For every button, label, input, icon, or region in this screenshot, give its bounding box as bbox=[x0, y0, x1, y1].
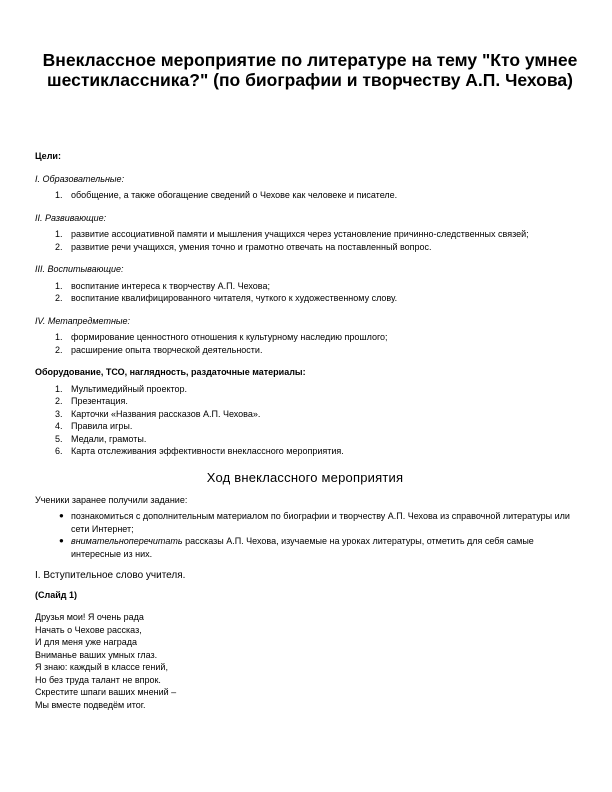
list-item: 1. развитие ассоциативной памяти и мышления учащихся через установление причинно-следственных связей; bbox=[55, 229, 529, 239]
list-item: 5. Медали, грамоты. bbox=[55, 433, 147, 444]
list-item: 1. Мультимедийный проектор. bbox=[55, 383, 188, 394]
goals-section-label: III. Воспитывающие: bbox=[35, 264, 124, 274]
poem-line: Друзья мои! Я очень рада bbox=[35, 612, 144, 622]
task-list bbox=[35, 510, 575, 560]
slide-label: (Слайд 1) bbox=[35, 589, 77, 600]
document-body bbox=[35, 150, 575, 711]
list-item: 6. Карта отслеживания эффективности внеклассного мероприятия. bbox=[55, 446, 344, 456]
poem-line: Мы вместе подведём итог. bbox=[35, 699, 146, 710]
part-one-label: I. Вступительное слово учителя. bbox=[35, 570, 186, 581]
poem-line: Скрестите шпаги ваших мнений – bbox=[35, 687, 177, 697]
equipment-list bbox=[35, 383, 575, 458]
list-item: 3. Карточки «Названия рассказов А.П. Чехова». bbox=[55, 408, 261, 419]
list-item: 1. обобщение, а также обогащение сведений о Чехове как человеке и писателе. bbox=[55, 190, 398, 200]
list-item: 2. развитие речи учащихся, умения точно и грамотно отвечать на поставленный вопрос. bbox=[55, 241, 432, 252]
goals-list bbox=[35, 331, 575, 356]
poem bbox=[35, 611, 575, 711]
list-item: ● познакомиться с дополнительным материалом по биографии и творчеству А.П. Чехова из справочной литературы или сети Интернет; bbox=[59, 511, 570, 534]
goals-list bbox=[35, 189, 575, 202]
poem-line: Начать о Чехове рассказ, bbox=[35, 624, 142, 635]
progress-heading: Ход внеклассного мероприятия bbox=[206, 469, 404, 485]
list-item: 2. воспитание квалифицированного читателя, чуткого к художественному слову. bbox=[55, 293, 398, 303]
goals-list bbox=[35, 228, 575, 253]
progress-intro: Ученики заранее получили задание: bbox=[35, 494, 188, 505]
poem-line: И для меня уже награда bbox=[35, 637, 138, 647]
list-item: ● внимательноперечитать рассказы А.П. Чехова, изучаемые на уроках литературы, отметить для себя самые интересные из них. bbox=[59, 536, 534, 559]
list-item: 1. воспитание интереса к творчеству А.П. Чехова; bbox=[55, 280, 270, 291]
goals-list bbox=[35, 280, 575, 305]
poem-line: Я знаю: каждый в классе гений, bbox=[35, 662, 168, 672]
list-item: 2. Презентация. bbox=[55, 396, 128, 406]
document-title: Внеклассное мероприятие по литературе на тему "Кто умнее шестиклассника?" (по биографии и творчеству А.П. Чехова) bbox=[42, 50, 578, 90]
poem-line: Вниманье ваших умных глаз. bbox=[35, 649, 158, 660]
list-item: 4. Правила игры. bbox=[55, 421, 133, 431]
goals-section-label: II. Развивающие: bbox=[35, 212, 107, 223]
list-item: 2. расширение опыта творческой деятельности. bbox=[55, 344, 263, 355]
poem-line: Но без труда талант не впрок. bbox=[35, 674, 161, 685]
list-item: 1. формирование ценностного отношения к культурному наследию прошлого; bbox=[55, 332, 388, 342]
goals-label: Цели: bbox=[35, 151, 61, 161]
equipment-label: Оборудование, ТСО, наглядность, раздаточные материалы: bbox=[35, 367, 306, 377]
goals-section-label: IV. Метапредметные: bbox=[35, 315, 131, 326]
goals-section-label: I. Образовательные: bbox=[35, 173, 125, 184]
